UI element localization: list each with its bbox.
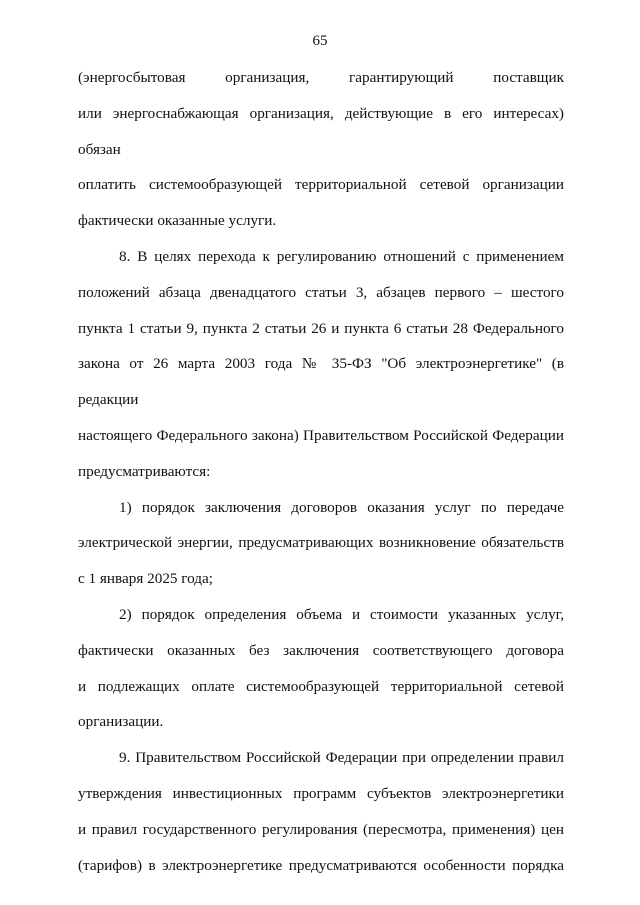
text-line: и подлежащих оплате системообразующей территориальной сетевой xyxy=(78,677,564,695)
text-line: 9. Правительством Российской Федерации при определении правил xyxy=(119,749,564,767)
text-line: 2) порядок определения объема и стоимости указанных услуг, xyxy=(119,605,564,623)
text-line: 1) порядок заключения договоров оказания услуг по передаче xyxy=(119,498,564,516)
text-line: с 1 января 2025 года; xyxy=(78,570,213,588)
text-line: оплатить системообразующей территориальной сетевой организации xyxy=(78,176,564,194)
paragraph-item-9 xyxy=(78,740,564,883)
text-line: электрической энергии, предусматривающих возникновение обязательств xyxy=(78,534,564,552)
text-line: фактически оказанных без заключения соответствующего договора xyxy=(78,641,564,659)
text-line: (тарифов) в электроэнергетике предусматриваются особенности порядка xyxy=(78,856,564,874)
text-line: фактически оказанные услуги. xyxy=(78,212,277,230)
paragraph-subitem-2 xyxy=(78,597,564,740)
text-line: закона от 26 марта 2003 года № 35-ФЗ "Об электроэнергетике" (в редакции xyxy=(78,355,564,409)
document-body xyxy=(78,60,564,883)
text-line: пункта 1 статьи 9, пункта 2 статьи 26 и пункта 6 статьи 28 Федерального xyxy=(78,319,564,337)
text-line: организации. xyxy=(78,713,164,731)
paragraph-subitem-1 xyxy=(78,490,564,597)
paragraph-continuation xyxy=(78,60,564,239)
text-line: 8. В целях перехода к регулированию отношений с применением xyxy=(119,247,564,265)
page-number: 65 xyxy=(312,33,328,49)
text-line: настоящего Федерального закона) Правительством Российской Федерации xyxy=(78,426,564,444)
text-line: (энергосбытовая организация, гарантирующий поставщик xyxy=(78,69,564,86)
text-line: или энергоснабжающая организация, действующие в его интересах) обязан xyxy=(78,104,564,158)
text-line: утверждения инвестиционных программ субъектов электроэнергетики xyxy=(78,784,564,802)
text-line: и правил государственного регулирования (пересмотра, применения) цен xyxy=(78,820,564,838)
text-line: положений абзаца двенадцатого статьи 3, абзацев первого – шестого xyxy=(78,283,564,301)
paragraph-item-8 xyxy=(78,239,564,490)
text-line: предусматриваются: xyxy=(78,462,211,480)
